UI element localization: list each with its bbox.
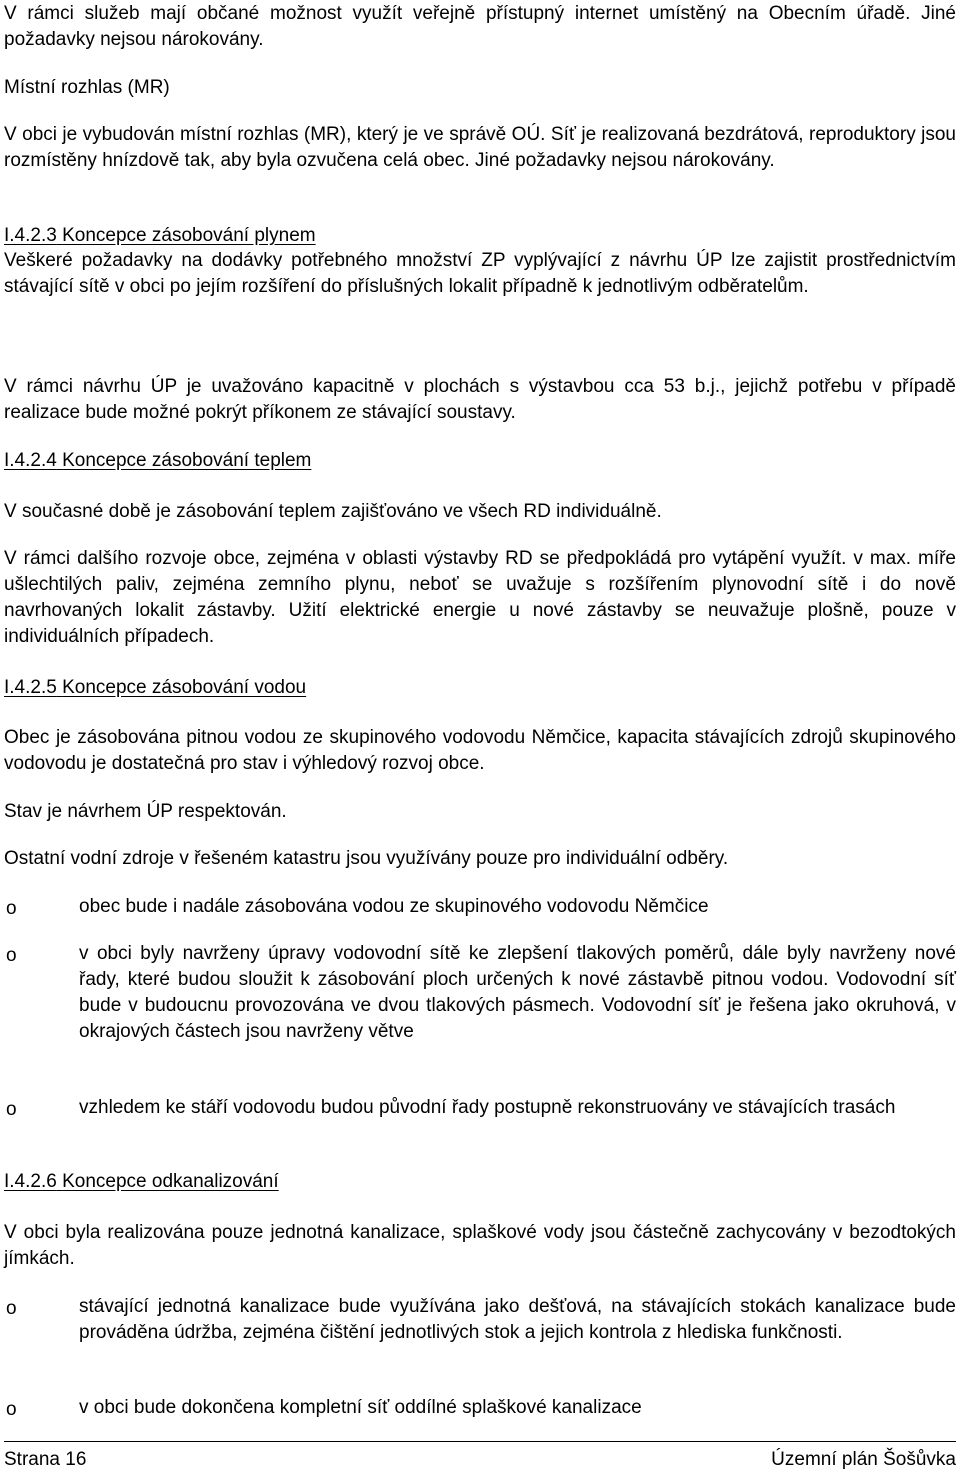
paragraph-internet: V rámci služeb mají občané možnost využít veřejně přístupný internet umístěný na Obecním úřadě. Jiné požadavky nejsou nárokovány. [4, 3, 956, 50]
paragraph-plyn-2: V rámci návrhu ÚP je uvažováno kapacitně v plochách s výstavbou cca 53 b.j., jejichž potřebu v případě realizace bude možné pokrýt příkonem ze stávající soustavy. [4, 376, 956, 423]
heading-plyn-title: Koncepce zásobování plynem [62, 225, 316, 246]
list-item-text: stávající jednotná kanalizace bude využívána jako dešťová, na stávajících stokách kanalizace bude prováděna údržba, zejména čištění jednotlivých stok a jejich kontrola z hlediska funkčnosti. [79, 1296, 956, 1343]
heading-mistni-rozhlas: Místní rozhlas (MR) [4, 77, 170, 98]
page-footer [4, 1441, 956, 1473]
bullet-marker: o [6, 1399, 17, 1420]
footer-page-number: Strana 16 [4, 1449, 87, 1470]
list-item-text: vzhledem ke stáří vodovodu budou původní řady postupně rekonstruovány ve stávajících trasách [79, 1097, 896, 1118]
list-item-text: obec bude i nadále zásobována vodou ze skupinového vodovodu Němčice [79, 896, 709, 917]
heading-kanalizace-number: I.4.2.6 [4, 1171, 57, 1192]
paragraph-plyn-1: Veškeré požadavky na dodávky potřebného množství ZP vyplývající z návrhu ÚP lze zajistit prostřednictvím stávající sítě v obci po jejím rozšíření do příslušných lokalit případně k jednotlivým odběratelům. [4, 250, 956, 297]
list-item-text: v obci bude dokončena kompletní síť oddílné splaškové kanalizace [79, 1397, 642, 1418]
paragraph-voda-2: Stav je návrhem ÚP respektován. [4, 801, 287, 822]
paragraph-kanalizace-1: V obci byla realizována pouze jednotná kanalizace, splaškové vody jsou částečně zachycovány v bezodtokých jímkách. [4, 1222, 956, 1269]
paragraph-voda-3: Ostatní vodní zdroje v řešeném katastru jsou využívány pouze pro individuální odběry. [4, 848, 729, 869]
heading-voda-number: I.4.2.5 [4, 677, 57, 698]
list-item-text: v obci byly navrženy úpravy vodovodní sítě ke zlepšení tlakových poměrů, dále byly navrženy nové řady, které budou sloužit k zásobování ploch určených k nové zástavbě pitnou vodou. Vodovodní síť bude v budoucnu provozována ve dvou tlakových pásmech. Vodovodní síť je řešena jako okruhová, v okrajových částech jsou navrženy větve [79, 943, 956, 1042]
heading-kanalizace-title: Koncepce odkanalizování [62, 1171, 279, 1192]
heading-voda [4, 675, 956, 701]
paragraph-teplo-2: V rámci dalšího rozvoje obce, zejména v oblasti výstavby RD se předpokládá pro vytápění využít. v max. míře ušlechtilých paliv, zejména zemního plynu, neboť se uvažuje s rozšířením plynovodní sítě i do nově navrhovaných lokalit zástavby. Užití elektrické energie u nové zástavby se neuvažuje plošně, pouze v individuálních případech. [4, 548, 956, 647]
bullet-marker: o [6, 1099, 17, 1120]
footer-document-title: Územní plán Šošůvka [771, 1449, 956, 1470]
bullet-marker: o [6, 898, 17, 919]
heading-voda-title: Koncepce zásobování vodou [62, 677, 307, 698]
heading-plyn-number: I.4.2.3 [4, 225, 57, 246]
heading-plyn [4, 223, 956, 249]
heading-teplo-title: Koncepce zásobování teplem [62, 450, 312, 471]
paragraph-rozhlas: V obci je vybudován místní rozhlas (MR), který je ve správě OÚ. Síť je realizovaná bezdrátová, reproduktory jsou rozmístěny hnízdově tak, aby byla ozvučena celá obec. Jiné požadavky nejsou nárokovány. [4, 124, 956, 171]
paragraph-teplo-1: V současné době je zásobování teplem zajišťováno ve všech RD individuálně. [4, 501, 662, 522]
bullet-marker: o [6, 1298, 17, 1319]
bullet-marker: o [6, 945, 17, 966]
heading-teplo [4, 448, 956, 474]
heading-kanalizace [4, 1169, 956, 1195]
heading-teplo-number: I.4.2.4 [4, 450, 57, 471]
paragraph-voda-1: Obec je zásobována pitnou vodou ze skupinového vodovodu Němčice, kapacita stávajících zdrojů skupinového vodovodu je dostatečná pro stav i výhledový rozvoj obce. [4, 727, 956, 774]
